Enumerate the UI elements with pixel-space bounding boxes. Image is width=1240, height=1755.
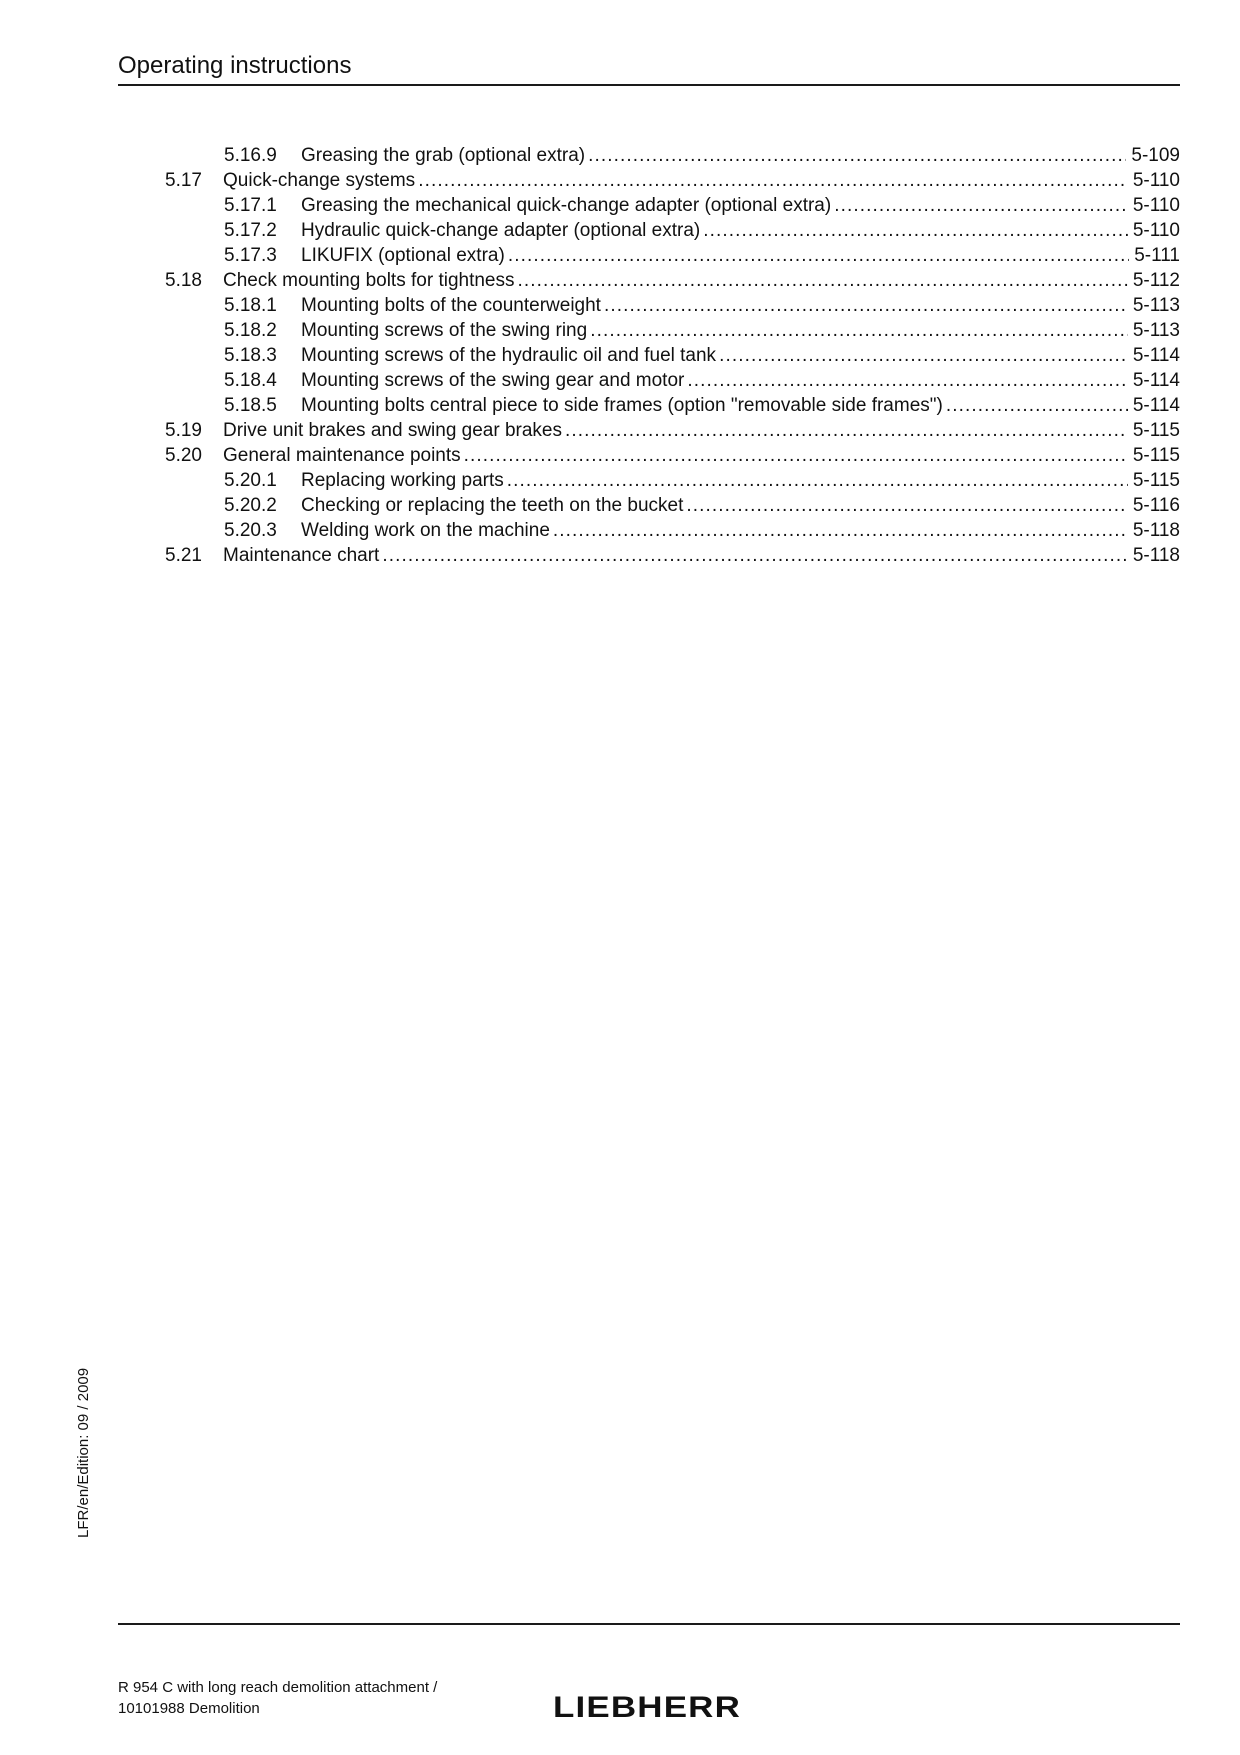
toc-entry-number: 5.20 — [165, 445, 202, 466]
toc-entry[interactable] — [118, 243, 1180, 268]
toc-dot-leader — [565, 418, 1128, 443]
footer-doc-line-2: 10101988 Demolition — [118, 1700, 260, 1717]
toc-entry-number: 5.18 — [165, 270, 202, 291]
toc-entry[interactable] — [118, 343, 1180, 368]
table-of-contents — [118, 143, 1180, 568]
toc-entry-title: Mounting screws of the swing ring — [301, 320, 588, 341]
toc-dot-leader — [508, 243, 1129, 268]
toc-entry[interactable] — [118, 368, 1180, 393]
toc-entry[interactable] — [118, 293, 1180, 318]
toc-entry[interactable] — [118, 168, 1180, 193]
toc-entry-page: 5-118 — [1132, 520, 1180, 541]
toc-dot-leader — [687, 368, 1127, 393]
toc-dot-leader — [553, 518, 1128, 543]
toc-entry-title: General maintenance points — [223, 445, 461, 466]
toc-dot-leader — [518, 268, 1128, 293]
toc-dot-leader — [382, 543, 1127, 568]
toc-dot-leader — [719, 343, 1128, 368]
toc-dot-leader — [703, 218, 1128, 243]
toc-entry[interactable] — [118, 543, 1180, 568]
page-header-title: Operating instructions — [118, 52, 352, 79]
toc-entry-number: 5.18.3 — [224, 345, 277, 366]
liebherr-logo-graphic — [553, 1692, 743, 1722]
toc-entry-number: 5.19 — [165, 420, 202, 441]
toc-entry-title: Maintenance chart — [223, 545, 380, 566]
toc-entry-title: Drive unit brakes and swing gear brakes — [223, 420, 563, 441]
toc-entry-page: 5-112 — [1132, 270, 1180, 291]
toc-entry[interactable] — [118, 518, 1180, 543]
toc-entry-number: 5.17.3 — [224, 245, 277, 266]
liebherr-logo — [553, 1692, 743, 1727]
toc-entry-number: 5.18.1 — [224, 295, 277, 316]
toc-entry-title: Mounting bolts central piece to side frames (option "removable side frames") — [301, 395, 943, 416]
toc-entry-page: 5-114 — [1132, 345, 1180, 366]
toc-entry-number: 5.17.1 — [224, 195, 277, 216]
toc-entry-number: 5.18.4 — [224, 370, 277, 391]
toc-entry-title: LIKUFIX (optional extra) — [301, 245, 505, 266]
toc-dot-leader — [686, 493, 1127, 518]
toc-entry-page: 5-113 — [1132, 320, 1180, 341]
toc-entry[interactable] — [118, 443, 1180, 468]
toc-entry-page: 5-113 — [1132, 295, 1180, 316]
toc-dot-leader — [604, 293, 1128, 318]
toc-entry-page: 5-116 — [1132, 495, 1180, 516]
toc-entry-title: Greasing the mechanical quick-change adapter (optional extra) — [301, 195, 832, 216]
toc-entry-number: 5.21 — [165, 545, 202, 566]
toc-entry-page: 5-109 — [1131, 145, 1180, 166]
footer-document-info — [118, 1677, 437, 1719]
toc-entry-page: 5-110 — [1132, 220, 1180, 241]
toc-entry[interactable] — [118, 418, 1180, 443]
toc-entry-title: Checking or replacing the teeth on the bucket — [301, 495, 684, 516]
toc-dot-leader — [834, 193, 1128, 218]
toc-entry-page: 5-115 — [1132, 420, 1180, 441]
toc-entry-title: Greasing the grab (optional extra) — [301, 145, 586, 166]
toc-entry-title: Mounting bolts of the counterweight — [301, 295, 601, 316]
footer-doc-line-1: R 954 C with long reach demolition attachment / — [118, 1679, 438, 1696]
footer-divider — [118, 1623, 1180, 1625]
toc-entry-number: 5.20.3 — [224, 520, 277, 541]
toc-entry-number: 5.17.2 — [224, 220, 277, 241]
toc-entry-title: Hydraulic quick-change adapter (optional extra) — [301, 220, 701, 241]
toc-entry[interactable] — [118, 468, 1180, 493]
toc-dot-leader — [418, 168, 1128, 193]
toc-entry-title: Quick-change systems — [223, 170, 416, 191]
toc-entry-title: Replacing working parts — [301, 470, 504, 491]
toc-entry-page: 5-114 — [1132, 395, 1180, 416]
toc-entry-page: 5-110 — [1132, 195, 1180, 216]
toc-entry[interactable] — [118, 318, 1180, 343]
toc-entry-page: 5-115 — [1132, 445, 1180, 466]
toc-entry[interactable] — [118, 393, 1180, 418]
toc-entry-number: 5.16.9 — [224, 145, 277, 166]
toc-entry-page: 5-114 — [1132, 370, 1180, 391]
toc-entry[interactable] — [118, 268, 1180, 293]
toc-entry[interactable] — [118, 493, 1180, 518]
toc-dot-leader — [588, 143, 1126, 168]
toc-entry[interactable] — [118, 218, 1180, 243]
toc-dot-leader — [590, 318, 1128, 343]
toc-entry-number: 5.18.2 — [224, 320, 277, 341]
toc-dot-leader — [464, 443, 1128, 468]
toc-entry-page: 5-110 — [1132, 170, 1180, 191]
toc-entry[interactable] — [118, 193, 1180, 218]
edition-label: LFR/en/Edition: 09 / 2009 — [75, 1367, 92, 1538]
toc-entry[interactable] — [118, 143, 1180, 168]
toc-entry-page: 5-111 — [1134, 245, 1180, 266]
toc-dot-leader — [507, 468, 1128, 493]
toc-entry-title: Check mounting bolts for tightness — [223, 270, 515, 291]
toc-entry-number: 5.20.1 — [224, 470, 277, 491]
toc-entry-title: Welding work on the machine — [301, 520, 550, 541]
toc-dot-leader — [946, 393, 1128, 418]
toc-entry-title: Mounting screws of the swing gear and motor — [301, 370, 685, 391]
toc-entry-number: 5.17 — [165, 170, 202, 191]
toc-entry-page: 5-118 — [1132, 545, 1180, 566]
liebherr-logo-wordmark: LIEBHERR — [553, 1692, 741, 1722]
toc-entry-number: 5.18.5 — [224, 395, 277, 416]
toc-entry-title: Mounting screws of the hydraulic oil and fuel tank — [301, 345, 717, 366]
toc-entry-page: 5-115 — [1132, 470, 1180, 491]
toc-entry-number: 5.20.2 — [224, 495, 277, 516]
header-divider — [118, 84, 1180, 86]
